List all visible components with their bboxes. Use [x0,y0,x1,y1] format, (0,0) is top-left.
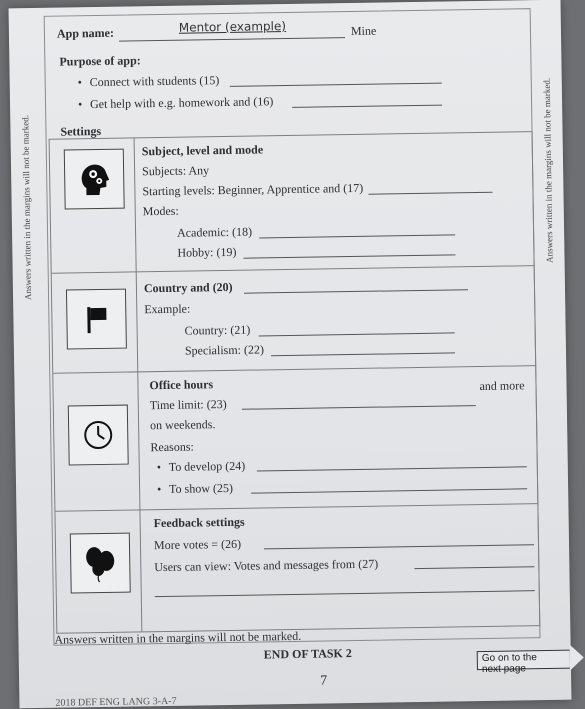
users-text: Users can view: Votes and messages from (27) [154,557,378,576]
reasons-label: Reasons: [150,440,194,456]
answer-line-21[interactable] [259,332,455,336]
starting-levels-text: Starting levels: Beginner, Apprentice and (17) [142,181,363,199]
arrow-right-icon [570,644,584,670]
page-number: 7 [320,673,327,689]
head-gears-icon [64,149,125,210]
office-title: Office hours [149,377,213,393]
exam-code: 2018 DEF ENG LANG 3-A-7 [55,696,176,709]
answer-line-16[interactable] [292,105,442,108]
exam-page [9,0,572,708]
votes-text: More votes = (26) [154,537,241,553]
balloons-icon [70,533,131,594]
show-text: • To show (25) [169,481,233,497]
next-page-button[interactable] [477,650,571,670]
task-frame [44,8,541,646]
app-name-label: App name: [57,26,114,42]
subjects-text: Subjects: Any [142,163,209,179]
app-name-example: Mentor (example) [179,19,286,35]
purpose-label: Purpose of app: [59,53,141,69]
example-label: Example: [144,302,190,318]
row-subject [50,131,534,274]
answer-line-15[interactable] [230,83,442,87]
weekends-text: on weekends. [150,417,216,433]
row-office [53,365,537,512]
purpose-item-2: • Get help with e.g. homework and (16) [90,94,274,112]
answer-line-23[interactable] [242,405,476,410]
flag-icon [66,289,127,350]
develop-text: • To develop (24) [169,459,246,475]
row-feedback [55,503,539,634]
answer-line-25[interactable] [251,488,527,493]
app-name-line [119,37,345,42]
answer-line-27[interactable] [414,566,534,569]
answer-line-20[interactable] [244,289,468,294]
answer-line-27b[interactable] [155,590,535,597]
subject-title: Subject, level and mode [142,142,264,159]
answer-line-17[interactable] [368,192,492,195]
answer-line-22[interactable] [271,352,455,356]
time-limit-text: Time limit: (23) [150,397,227,413]
settings-table [49,131,541,634]
end-of-task: END OF TASK 2 [264,646,352,662]
feedback-title: Feedback settings [154,515,245,531]
footer-margin-note: Answers written in the margins will not be marked. [54,629,301,648]
academic-text: Academic: (18) [177,225,252,241]
left-margin-note: Answers written in the margins will not be marked. [20,115,33,300]
app-name-mine: Mine [351,24,377,39]
answer-line-18[interactable] [259,234,455,238]
answer-line-19[interactable] [243,254,455,258]
answer-line-26[interactable] [264,544,534,549]
modes-label: Modes: [143,204,179,220]
country-text: Country: (21) [185,323,251,339]
row-country [52,265,536,374]
country-title: Country and (20) [144,280,233,296]
hobby-text: Hobby: (19) [177,245,236,261]
next-page-label: Go on to the next page [482,652,537,675]
specialism-text: Specialism: (22) [185,342,264,358]
right-margin-note: Answers written in the margins will not be marked. [542,78,555,263]
settings-label: Settings [60,124,101,140]
answer-line-24[interactable] [257,466,527,471]
purpose-item-1: • Connect with students (15) [90,73,220,90]
clock-icon [68,405,129,466]
and-more-text: and more [479,378,524,394]
